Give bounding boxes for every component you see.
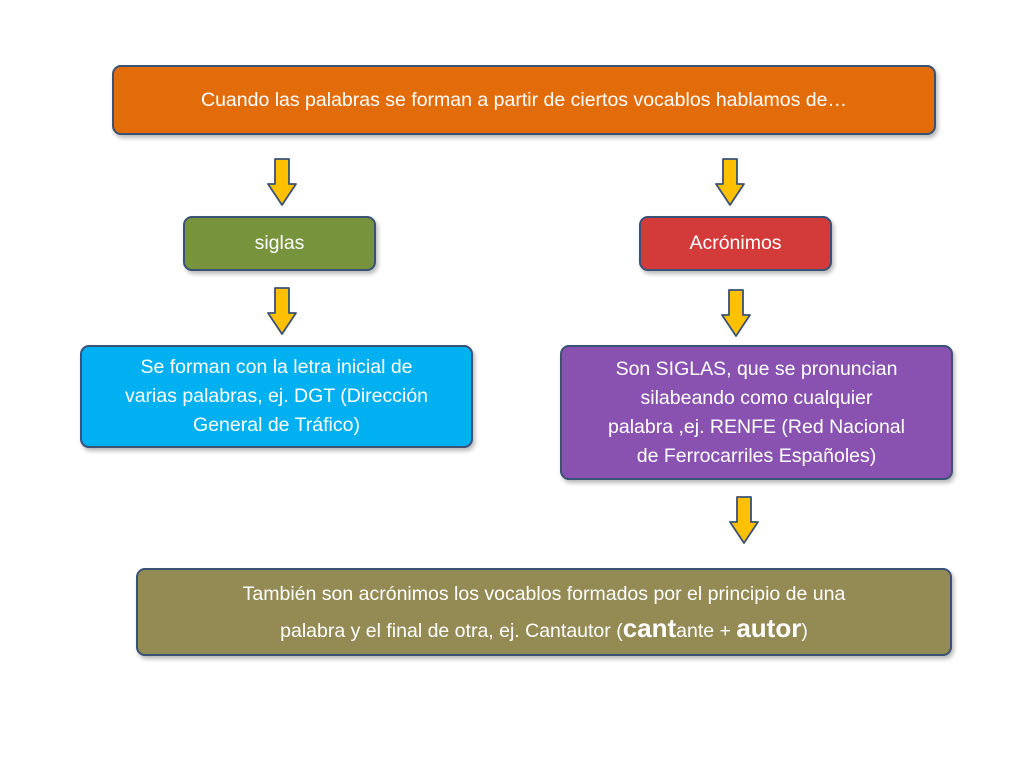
down-arrow-icon <box>715 158 745 206</box>
acronimos-definition-box <box>560 345 953 480</box>
siglas-label: siglas <box>254 232 305 254</box>
down-arrow-icon <box>721 289 751 337</box>
down-arrow-icon <box>267 158 297 206</box>
siglas-definition-line: varias palabras, ej. DGT (Dirección <box>124 385 429 407</box>
example-part2-bold: autor <box>736 612 802 643</box>
example-line-1: También son acrónimos los vocablos formados por el principio de una <box>242 582 846 605</box>
example-part1-rest: ante + <box>676 619 737 642</box>
acronimos-definition-line: silabeando como cualquier <box>640 386 873 409</box>
example-prefix: palabra y el final de otra, ej. Cantautor ( <box>280 619 623 642</box>
siglas-definition-line: General de Tráfico) <box>193 414 360 436</box>
siglas-box <box>183 216 376 271</box>
cantautor-example-box <box>136 568 952 656</box>
example-line-2 <box>243 611 846 648</box>
acronimos-label: Acrónimos <box>689 232 782 254</box>
siglas-definition-box <box>80 345 473 448</box>
down-arrow-icon <box>729 496 759 544</box>
example-part1-bold: cant <box>622 612 677 643</box>
siglas-definition-line: Se forman con la letra inicial de <box>140 356 413 378</box>
acronimos-box <box>639 216 832 271</box>
intro-box <box>112 65 936 135</box>
down-arrow-icon <box>267 287 297 335</box>
acronimos-definition-line: Son SIGLAS, que se pronuncian <box>615 357 898 380</box>
acronimos-definition-line: palabra ,ej. RENFE (Red Nacional <box>608 415 905 438</box>
example-suffix: ) <box>801 619 808 642</box>
intro-text: Cuando las palabras se forman a partir de ciertos vocablos hablamos de… <box>200 88 847 111</box>
acronimos-definition-line: de Ferrocarriles Españoles) <box>636 444 877 467</box>
